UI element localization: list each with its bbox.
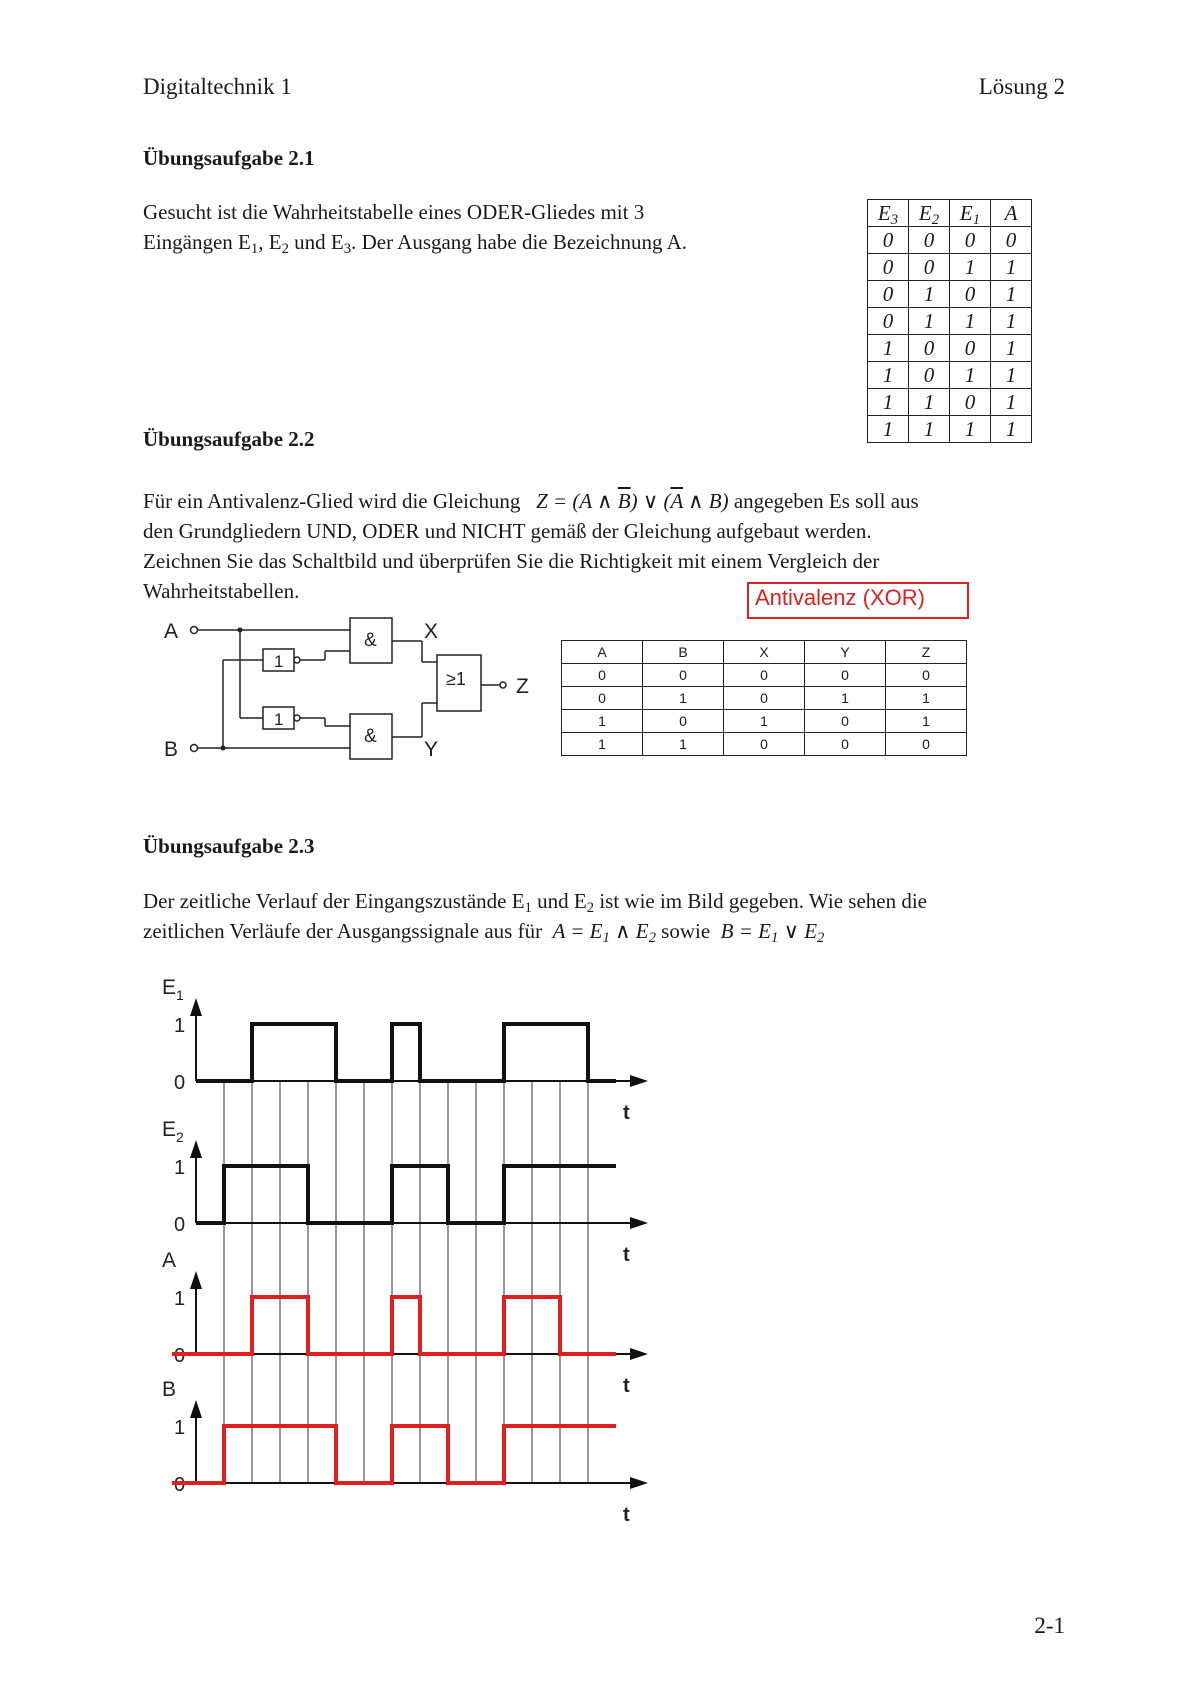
or-table-header-cell: A <box>991 200 1032 227</box>
xor-table-cell: 0 <box>643 664 724 687</box>
not-gate-2-label: 1 <box>274 710 284 729</box>
xor-table-cell: 1 <box>643 687 724 710</box>
or-table-cell: 1 <box>991 281 1032 308</box>
xor-table-header-cell: Y <box>805 641 886 664</box>
or-table-header-cell: $E_2$ <box>909 200 950 227</box>
y-tick-label-0: 0 <box>174 1072 186 1094</box>
not-gate-1-label: 1 <box>274 652 284 671</box>
xor-table-cell: 0 <box>805 664 886 687</box>
circuit-input-a: A <box>164 620 179 643</box>
or-table-cell: 1 <box>909 308 950 335</box>
time-axis-label: t <box>623 1504 630 1526</box>
or-table-cell: 1 <box>909 416 950 443</box>
or-table-cell: 1 <box>909 281 950 308</box>
or-table-cell: 1 <box>868 335 909 362</box>
header-title: Digitaltechnik 1 <box>143 74 292 99</box>
xor-table-row <box>562 664 967 687</box>
time-axis-label: t <box>623 1102 630 1124</box>
circuit-input-b: B <box>164 738 179 761</box>
or-table-cell: 0 <box>868 281 909 308</box>
task1-text <box>143 197 687 257</box>
y-axis-arrow <box>190 1271 202 1289</box>
equation-a: $A = E_1$ ∧ $E_2$ <box>552 919 656 946</box>
or-table-cell: 1 <box>991 308 1032 335</box>
or-table-cell: 1 <box>991 362 1032 389</box>
xor-table-header-row <box>562 641 967 664</box>
xor-table-header-cell: Z <box>886 641 967 664</box>
header-solution: Lösung 2 <box>978 74 1065 99</box>
xor-table-cell: 0 <box>886 733 967 756</box>
xor-table-cell: 1 <box>805 687 886 710</box>
or-table-cell: 0 <box>868 308 909 335</box>
task1-line1: Gesucht ist die Wahrheitstabelle eines ODER-Gliedes mit 3 <box>143 200 645 224</box>
xor-table-cell: 0 <box>805 710 886 733</box>
signal-label: $E_2$ <box>162 1118 184 1145</box>
y-tick-label-1: 1 <box>174 1015 186 1037</box>
equation-b: $B = E_1$ ∨ $E_2$ <box>720 919 825 946</box>
xor-table-header-cell: B <box>643 641 724 664</box>
x-axis-arrow <box>630 1348 648 1360</box>
task1-line2: Eingängen $E_1$, $E_2$ und $E_3$. Der Ausgang habe die Bezeichnung A. <box>143 230 687 257</box>
or-table-cell: 1 <box>991 335 1032 362</box>
or-table-cell: 0 <box>950 389 991 416</box>
or-table-cell: 0 <box>950 281 991 308</box>
xor-table-cell: 1 <box>886 687 967 710</box>
xor-table-cell: 0 <box>562 687 643 710</box>
or-table-row <box>868 362 1032 389</box>
and-gate-2-label: & <box>364 726 377 747</box>
or-table-cell: 1 <box>991 389 1032 416</box>
task2-line1: Für ein Antivalenz-Glied wird die Gleichung Z = (A ∧ $\overline{B}$) ∨ ($\overline{A}$ ∧ B) angegeben Es soll aus <box>143 489 919 513</box>
xor-table-row <box>562 710 967 733</box>
x-axis-arrow <box>630 1075 648 1087</box>
or-table-row <box>868 416 1032 443</box>
xor-table-cell: 0 <box>724 687 805 710</box>
signal-label: $E_1$ <box>162 976 184 1003</box>
waveform-b <box>172 1426 616 1483</box>
or-table-cell: 0 <box>991 227 1032 254</box>
task2-line4: Wahrheitstabellen. <box>143 579 300 603</box>
xor-table-cell: 0 <box>805 733 886 756</box>
or-table-cell: 0 <box>909 227 950 254</box>
xor-table-cell: 0 <box>643 710 724 733</box>
xor-circuit-diagram <box>150 615 550 765</box>
x-axis-arrow <box>630 1217 648 1229</box>
task3-line2: zeitlichen Verläufe der Ausgangssignale aus für $A = E_1$ ∧ $E_2$ sowie $B = E_1$ ∨ $E_2$ <box>143 919 825 946</box>
or-table-cell: 1 <box>950 362 991 389</box>
xor-table-header-cell: A <box>562 641 643 664</box>
y-axis-arrow <box>190 998 202 1016</box>
y-axis-arrow <box>190 1140 202 1158</box>
or-table-cell: 0 <box>868 254 909 281</box>
or-table-cell: 0 <box>950 335 991 362</box>
waveform-e2 <box>196 1166 616 1223</box>
or-table-cell: 1 <box>950 308 991 335</box>
or-table-cell: 1 <box>868 362 909 389</box>
or-table-cell: 1 <box>868 389 909 416</box>
xor-table-cell: 1 <box>724 710 805 733</box>
or-table-cell: 1 <box>868 416 909 443</box>
or-table-row <box>868 254 1032 281</box>
or-table-row <box>868 227 1032 254</box>
y-tick-label-0: 0 <box>174 1345 186 1367</box>
y-tick-label-1: 1 <box>174 1157 186 1179</box>
or-table-cell: 0 <box>909 254 950 281</box>
or-table-row <box>868 308 1032 335</box>
circuit-signal-x: X <box>424 620 439 643</box>
x-axis-arrow <box>630 1477 648 1489</box>
or-table-cell: 1 <box>950 416 991 443</box>
time-axis-label: t <box>623 1375 630 1397</box>
xor-table-cell: 0 <box>724 733 805 756</box>
or-table-cell: 0 <box>909 362 950 389</box>
task2-line2: den Grundgliedern UND, ODER und NICHT gemäß der Gleichung aufgebaut werden. <box>143 519 872 543</box>
or-table-row <box>868 281 1032 308</box>
or-table-cell: 1 <box>909 389 950 416</box>
waveform-a <box>172 1297 616 1354</box>
or-table-cell: 1 <box>991 416 1032 443</box>
task3-title: Übungsaufgabe 2.3 <box>143 834 315 858</box>
or-table-row <box>868 335 1032 362</box>
circuit-output-z: Z <box>516 675 529 698</box>
or-table-cell: 0 <box>950 227 991 254</box>
xor-table-row <box>562 687 967 710</box>
or-gate-label: ≥1 <box>446 669 466 689</box>
or-truth-table <box>867 199 1032 443</box>
or-table-header-cell: $E_3$ <box>868 200 909 227</box>
xor-equation: Z = (A ∧ $\overline{B}$) ∨ ($\overline{A}$ ∧ B) <box>536 489 729 513</box>
y-axis-arrow <box>190 1400 202 1418</box>
waveform-e1 <box>196 1024 616 1081</box>
xor-table-cell: 1 <box>562 733 643 756</box>
y-tick-label-1: 1 <box>174 1417 186 1439</box>
circuit-signal-y: Y <box>424 738 439 761</box>
task3-line1: Der zeitliche Verlauf der Eingangszustände $E_1$ und $E_2$ ist wie im Bild gegeben. Wie sehen die <box>143 889 928 916</box>
xor-table-row <box>562 733 967 756</box>
y-tick-label-0: 0 <box>174 1214 186 1236</box>
signal-label: A <box>162 1249 177 1272</box>
xor-table-cell: 1 <box>643 733 724 756</box>
or-table-cell: 1 <box>950 254 991 281</box>
or-table-cell: 0 <box>868 227 909 254</box>
task2-title: Übungsaufgabe 2.2 <box>143 427 315 451</box>
signal-label: B <box>162 1378 177 1401</box>
and-gate-1-label: & <box>364 630 377 651</box>
or-table-header-cell: $E_1$ <box>950 200 991 227</box>
task2-line3: Zeichnen Sie das Schaltbild und überprüfen Sie die Richtigkeit mit einem Vergleich der <box>143 549 880 573</box>
or-table-cell: 1 <box>991 254 1032 281</box>
time-axis-label: t <box>623 1244 630 1266</box>
timing-diagram <box>150 975 670 1530</box>
y-tick-label-1: 1 <box>174 1288 186 1310</box>
xor-table-header-cell: X <box>724 641 805 664</box>
or-table-row <box>868 389 1032 416</box>
or-table-cell: 0 <box>909 335 950 362</box>
y-tick-label-0: 0 <box>174 1474 186 1496</box>
or-table-header-row <box>868 200 1032 227</box>
xor-table-cell: 1 <box>562 710 643 733</box>
xor-table-cell: 1 <box>886 710 967 733</box>
task1-title: Übungsaufgabe 2.1 <box>143 146 315 170</box>
xor-table-cell: 0 <box>886 664 967 687</box>
task3-text <box>143 886 927 946</box>
xor-label-box: Antivalenz (XOR) <box>747 582 969 619</box>
page-number: 2-1 <box>1034 1613 1065 1638</box>
xor-table-cell: 0 <box>724 664 805 687</box>
xor-table-cell: 0 <box>562 664 643 687</box>
xor-truth-table <box>561 640 967 756</box>
